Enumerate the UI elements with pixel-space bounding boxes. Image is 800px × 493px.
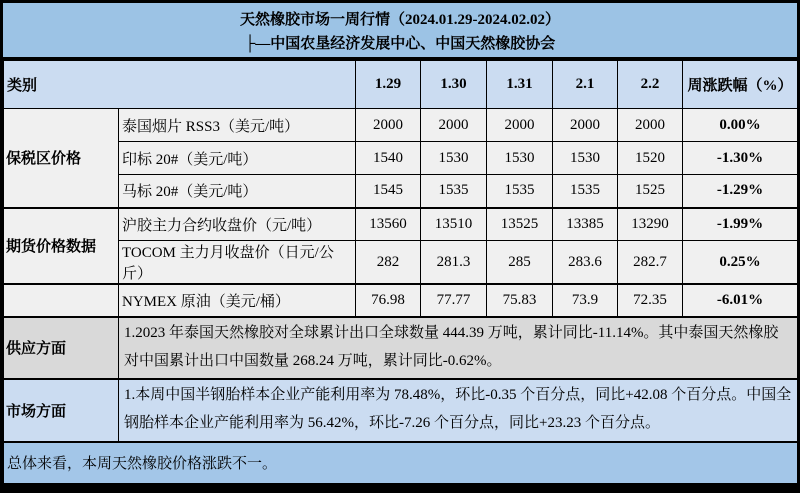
weekly-change-value: 0.00% bbox=[683, 109, 798, 142]
date-header: 1.29 bbox=[356, 61, 421, 109]
cell-value: 77.77 bbox=[421, 284, 487, 317]
row-label: TOCOM 主力月收盘价（日元/公斤） bbox=[119, 241, 356, 285]
weekly-change-header: 周涨跌幅（%） bbox=[683, 61, 798, 109]
group-label-futures: 期货价格数据 bbox=[4, 208, 119, 285]
table-row-sir20 bbox=[4, 142, 798, 175]
cell-value: 72.35 bbox=[618, 284, 683, 317]
cell-value: 73.9 bbox=[553, 284, 618, 317]
category-header-cell: 类别 bbox=[4, 61, 356, 109]
cell-value: 1540 bbox=[356, 142, 421, 175]
table-header-row bbox=[4, 61, 798, 109]
cell-value: 285 bbox=[487, 241, 553, 285]
weekly-change-value: -1.29% bbox=[683, 175, 798, 208]
row-label: 沪胶主力合约收盘价（元/吨） bbox=[119, 208, 356, 241]
cell-value: 282.7 bbox=[618, 241, 683, 285]
cell-value: 13385 bbox=[553, 208, 618, 241]
cell-value: 282 bbox=[356, 241, 421, 285]
report-header bbox=[3, 3, 797, 60]
cell-value: 1525 bbox=[618, 175, 683, 208]
cell-value: 13525 bbox=[487, 208, 553, 241]
table-row-tocom bbox=[4, 241, 798, 285]
table-row-smr20 bbox=[4, 175, 798, 208]
cell-value: 1545 bbox=[356, 175, 421, 208]
cell-value: 1530 bbox=[421, 142, 487, 175]
cell-value: 1535 bbox=[421, 175, 487, 208]
cell-value: 1535 bbox=[487, 175, 553, 208]
cell-value: 13510 bbox=[421, 208, 487, 241]
table-row-shfe bbox=[4, 208, 798, 241]
cell-value: 75.83 bbox=[487, 284, 553, 317]
weekly-change-value: -1.99% bbox=[683, 208, 798, 241]
row-label: 泰国烟片 RSS3（美元/吨） bbox=[119, 109, 356, 142]
supply-section-text: 1.2023 年泰国天然橡胶对全球累计出口全球数量 444.39 万吨，累计同比-11.14%。其中泰国天然橡胶对中国累计出口中国数量 268.24 万吨，累计同比-0.62%。 bbox=[119, 317, 798, 379]
date-header: 1.31 bbox=[487, 61, 553, 109]
date-header: 2.2 bbox=[618, 61, 683, 109]
row-label: 马标 20#（美元/吨） bbox=[119, 175, 356, 208]
report-subtitle: ├—中国农垦经济发展中心、中国天然橡胶协会 bbox=[244, 35, 556, 52]
date-header: 2.1 bbox=[553, 61, 618, 109]
table-row-rss3 bbox=[4, 109, 798, 142]
supply-section-label: 供应方面 bbox=[4, 317, 119, 379]
cell-value: 281.3 bbox=[421, 241, 487, 285]
summary-row bbox=[4, 442, 798, 484]
cell-value: 2000 bbox=[618, 109, 683, 142]
weekly-change-value: -1.30% bbox=[683, 142, 798, 175]
date-header: 1.30 bbox=[421, 61, 487, 109]
cell-value: 283.6 bbox=[553, 241, 618, 285]
cell-value: 2000 bbox=[421, 109, 487, 142]
market-section-text: 1.本周中国半钢胎样本企业产能利用率为 78.48%，环比-0.35 个百分点，同比+42.08 个百分点。中国全钢胎样本企业产能利用率为 56.42%，环比-7.26 个百分点，同比+23.23 个百分点。 bbox=[119, 379, 798, 442]
row-label: 印标 20#（美元/吨） bbox=[119, 142, 356, 175]
report-title: 天然橡胶市场一周行情（2024.01.29-2024.02.02） bbox=[240, 11, 560, 28]
summary-text: 总体来看，本周天然橡胶价格涨跌不一。 bbox=[4, 442, 798, 484]
market-section-label: 市场方面 bbox=[4, 379, 119, 442]
group-label-bonded-zone: 保税区价格 bbox=[4, 109, 119, 208]
cell-value: 2000 bbox=[356, 109, 421, 142]
cell-value: 76.98 bbox=[356, 284, 421, 317]
report-table-container bbox=[3, 3, 797, 484]
price-table bbox=[3, 60, 798, 484]
cell-value: 1530 bbox=[553, 142, 618, 175]
cell-value: 13290 bbox=[618, 208, 683, 241]
weekly-change-value: -6.01% bbox=[683, 284, 798, 317]
cell-value: 2000 bbox=[487, 109, 553, 142]
supply-section-row bbox=[4, 317, 798, 379]
weekly-change-value: 0.25% bbox=[683, 241, 798, 285]
market-section-row bbox=[4, 379, 798, 442]
row-label: NYMEX 原油（美元/桶） bbox=[119, 284, 356, 317]
cell-value: 13560 bbox=[356, 208, 421, 241]
table-row-nymex bbox=[4, 284, 798, 317]
cell-value: 1530 bbox=[487, 142, 553, 175]
group-label-empty bbox=[4, 284, 119, 317]
cell-value: 2000 bbox=[553, 109, 618, 142]
cell-value: 1520 bbox=[618, 142, 683, 175]
cell-value: 1535 bbox=[553, 175, 618, 208]
